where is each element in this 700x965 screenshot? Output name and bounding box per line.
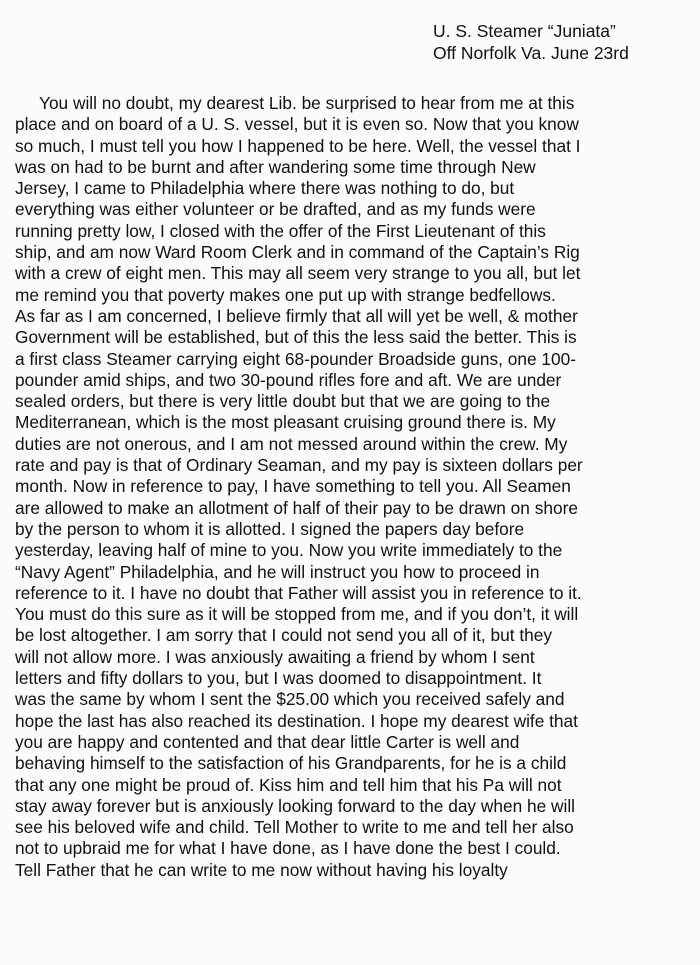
letter-line: hope the last has also reached its destination. I hope my dearest wife that: [15, 710, 578, 731]
letter-line: letters and fifty dollars to you, but I was doomed to disappointment. It: [15, 668, 542, 689]
letter-line: not to upbraid me for what I have done, as I have done the best I could.: [15, 838, 561, 859]
letter-line: with a crew of eight men. This may all seem very strange to you all, but let: [15, 263, 581, 284]
letter-line: will not allow more. I was anxiously awaiting a friend by whom I sent: [15, 646, 535, 667]
letter-line: reference to it. I have no doubt that Father will assist you in reference to it.: [15, 582, 582, 603]
letter-line: are allowed to make an allotment of half of their pay to be drawn on shore: [15, 497, 578, 518]
letter-line: place and on board of a U. S. vessel, but it is even so. Now that you know: [15, 114, 579, 135]
letter-line: be lost altogether. I am sorry that I could not send you all of it, but they: [15, 625, 552, 646]
letter-line: “Navy Agent” Philadelphia, and he will instruct you how to proceed in: [15, 561, 540, 582]
letter-line: you are happy and contented and that dear little Carter is well and: [15, 731, 520, 752]
letter-line: see his beloved wife and child. Tell Mother to write to me and tell her also: [15, 817, 574, 838]
letter-line: month. Now in reference to pay, I have something to tell you. All Seamen: [15, 476, 571, 497]
letter-line: You must do this sure as it will be stopped from me, and if you don’t, it will: [15, 604, 579, 625]
letter-line: was on had to be burnt and after wandering some time through New: [15, 156, 536, 177]
letter-line: Mediterranean, which is the most pleasant cruising ground there is. My: [15, 412, 556, 433]
letter-line: As far as I am concerned, I believe firmly that all will yet be well, & mother: [15, 305, 578, 326]
letter-line: a first class Steamer carrying eight 68-pounder Broadside guns, one 100-: [15, 348, 576, 369]
letter-line: pounder amid ships, and two 30-pound rifles fore and aft. We are under: [15, 369, 562, 390]
letter-line: Tell Father that he can write to me now without having his loyalty: [15, 859, 508, 880]
letter-line: ship, and am now Ward Room Clerk and in command of the Captain’s Rig: [15, 242, 580, 263]
letter-line: rate and pay is that of Ordinary Seaman, and my pay is sixteen dollars per: [15, 455, 583, 476]
letter-line: by the person to whom it is allotted. I signed the papers day before: [15, 518, 525, 539]
letter-line: Jersey, I came to Philadelphia where there was nothing to do, but: [15, 178, 515, 199]
letter-line: yesterday, leaving half of mine to you. Now you write immediately to the: [15, 540, 563, 561]
letter-line: so much, I must tell you how I happened to be here. Well, the vessel that I: [15, 135, 581, 156]
letter-line: You will no doubt, my dearest Lib. be surprised to hear from me at this: [39, 93, 575, 113]
letter-heading: [433, 20, 629, 64]
letter-line: everything was either volunteer or be drafted, and as my funds were: [15, 199, 536, 220]
letter-line: was the same by whom I sent the $25.00 which you received safely and: [15, 689, 565, 710]
letter-line: that any one might be proud of. Kiss him and tell him that his Pa will not: [15, 774, 562, 795]
vessel-name: U. S. Steamer “Juniata”: [433, 21, 616, 41]
letter-line: running pretty low, I closed with the offer of the First Lieutenant of this: [15, 220, 546, 241]
letter-line: Government will be established, but of this the less said the better. This is: [15, 327, 577, 348]
letter-line: behaving himself to the satisfaction of his Grandparents, for he is a child: [15, 753, 567, 774]
letter-line: me remind you that poverty makes one put up with strange bedfellows.: [15, 284, 556, 305]
letter-body: [15, 93, 695, 881]
location-date: Off Norfolk Va. June 23rd: [433, 43, 629, 63]
letter-line: stay away forever but is anxiously looking forward to the day when he will: [15, 795, 576, 816]
letter-line: sealed orders, but there is very little doubt but that we are going to the: [15, 391, 551, 412]
letter-line: duties are not onerous, and I am not messed around within the crew. My: [15, 433, 568, 454]
